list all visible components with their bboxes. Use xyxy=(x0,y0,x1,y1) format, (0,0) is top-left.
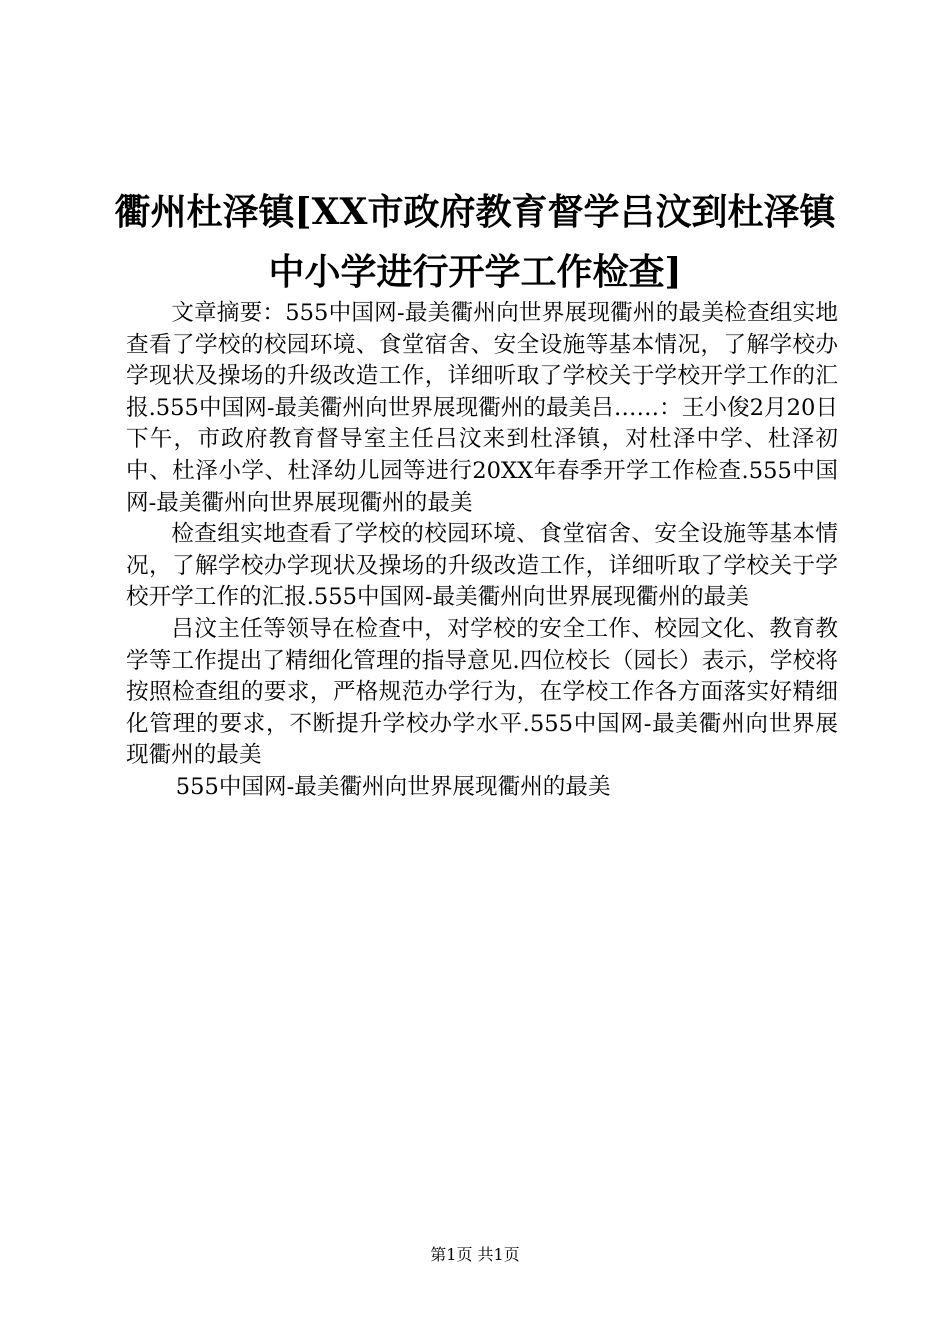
document-body xyxy=(126,298,838,804)
document-title xyxy=(100,182,850,302)
paragraph-inspection: 检查组实地查看了学校的校园环境、食堂宿舍、安全设施等基本情况，了解学校办学现状及操场的升级改造工作，详细听取了学校关于学校开学工作的汇报.555中国网-最美衢州向世界展现衢州的最美 xyxy=(126,521,838,611)
paragraph-abstract: 文章摘要：555中国网-最美衢州向世界展现衢州的最美检查组实地查看了学校的校园环境、食堂宿舍、安全设施等基本情况，了解学校办学现状及操场的升级改造工作，详细听取了学校关于学校开学工作的汇报.555中国网-最美衢州向世界展现衢州的最美吕……：王小俊2月20日下午，市政府教育督导室主任吕汶来到杜泽镇，对杜泽中学、杜泽初中、杜泽小学、杜泽幼儿园等进行20XX年春季开学工作检查.555中国网-最美衢州向世界展现衢州的最美 xyxy=(126,300,838,516)
page-footer: 第1页 共1页 xyxy=(430,1245,520,1264)
paragraph-source: 555中国网-最美衢州向世界展现衢州的最美 xyxy=(175,773,611,800)
title-line-2: 中小学进行开学工作检查] xyxy=(268,251,682,293)
paragraph-guidance: 吕汶主任等领导在检查中，对学校的安全工作、校园文化、教育教学等工作提出了精细化管理的指导意见.四位校长（园长）表示，学校将按照检查组的要求，严格规范办学行为，在学校工作各方面落实好精细化管理的要求，不断提升学校办学水平.555中国网-最美衢州向世界展现衢州的最美 xyxy=(126,615,838,769)
title-line-1: 衢州杜泽镇[XX市政府教育督学吕汶到杜泽镇 xyxy=(114,191,836,233)
